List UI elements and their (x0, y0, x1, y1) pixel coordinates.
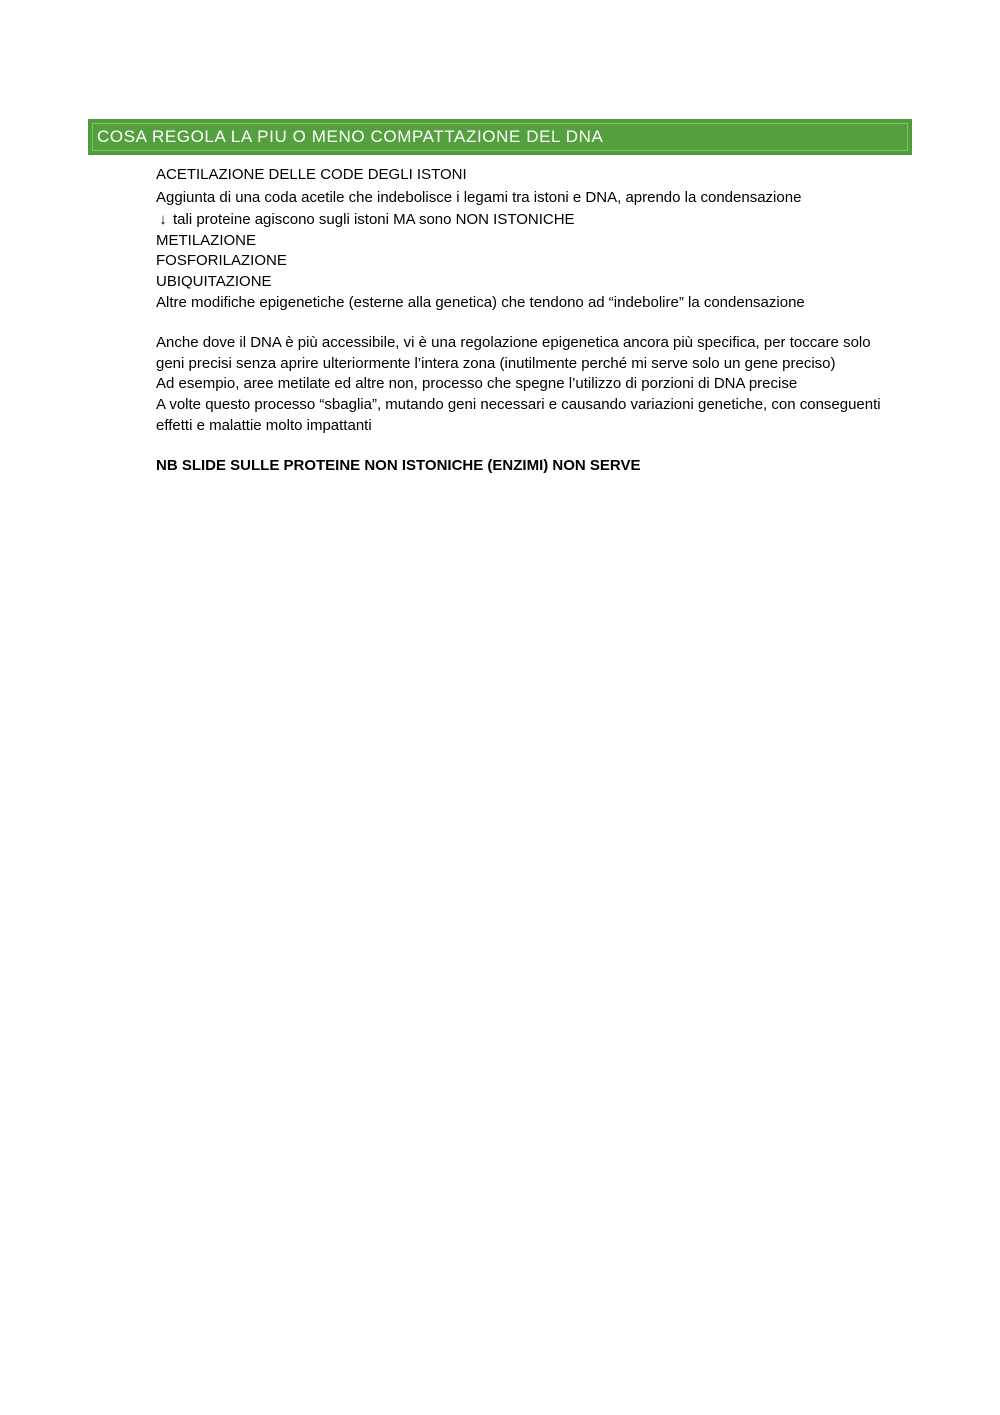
note-line: NB SLIDE SULLE PROTEINE NON ISTONICHE (ENZIMI) NON SERVE (156, 457, 641, 475)
item-fosforilazione: FOSFORILAZIONE (156, 252, 287, 270)
proteine-note-text: tali proteine agiscono sugli istoni MA sono NON ISTONICHE (173, 211, 575, 229)
section-title: COSA REGOLA LA PIU O MENO COMPATTAZIONE DEL DNA (97, 127, 604, 146)
paragraph-gap (156, 436, 901, 456)
acetilazione-description: Aggiunta di una coda acetile che indebolisce i legami tra istoni e DNA, aprendo la condensazione (156, 188, 802, 206)
paragraph-regolazione: Anche dove il DNA è più accessibile, vi è una regolazione epigenetica ancora più specifica, per toccare solo geni precisi senza aprire ulteriormente l’intera zona (inutilmente perché mi serve solo un gene preciso) (156, 334, 871, 372)
paragraph-esempio: Ad esempio, aree metilate ed altre non, processo che spegne l’utilizzo di porzioni di DNA precise (156, 375, 798, 393)
epigenetic-modifications-text: Altre modifiche epigenetiche (esterne alla genetica) che tendono ad “indebolire” la condensazione (156, 293, 805, 311)
paragraph-gap (156, 313, 901, 333)
item-ubiquitazione: UBIQUITAZIONE (156, 272, 272, 290)
item-metilazione: METILAZIONE (156, 231, 257, 249)
proteine-note-line (156, 210, 901, 231)
down-arrow-icon: ↓ (159, 211, 167, 229)
document-body (156, 165, 901, 477)
heading-acetilazione: ACETILAZIONE DELLE CODE DEGLI ISTONI (156, 166, 467, 183)
paragraph-errore: A volte questo processo “sbaglia”, mutando geni necessari e causando variazioni genetiche, con conseguenti effetti e malattie molto impattanti (156, 395, 881, 434)
section-header (88, 119, 912, 155)
